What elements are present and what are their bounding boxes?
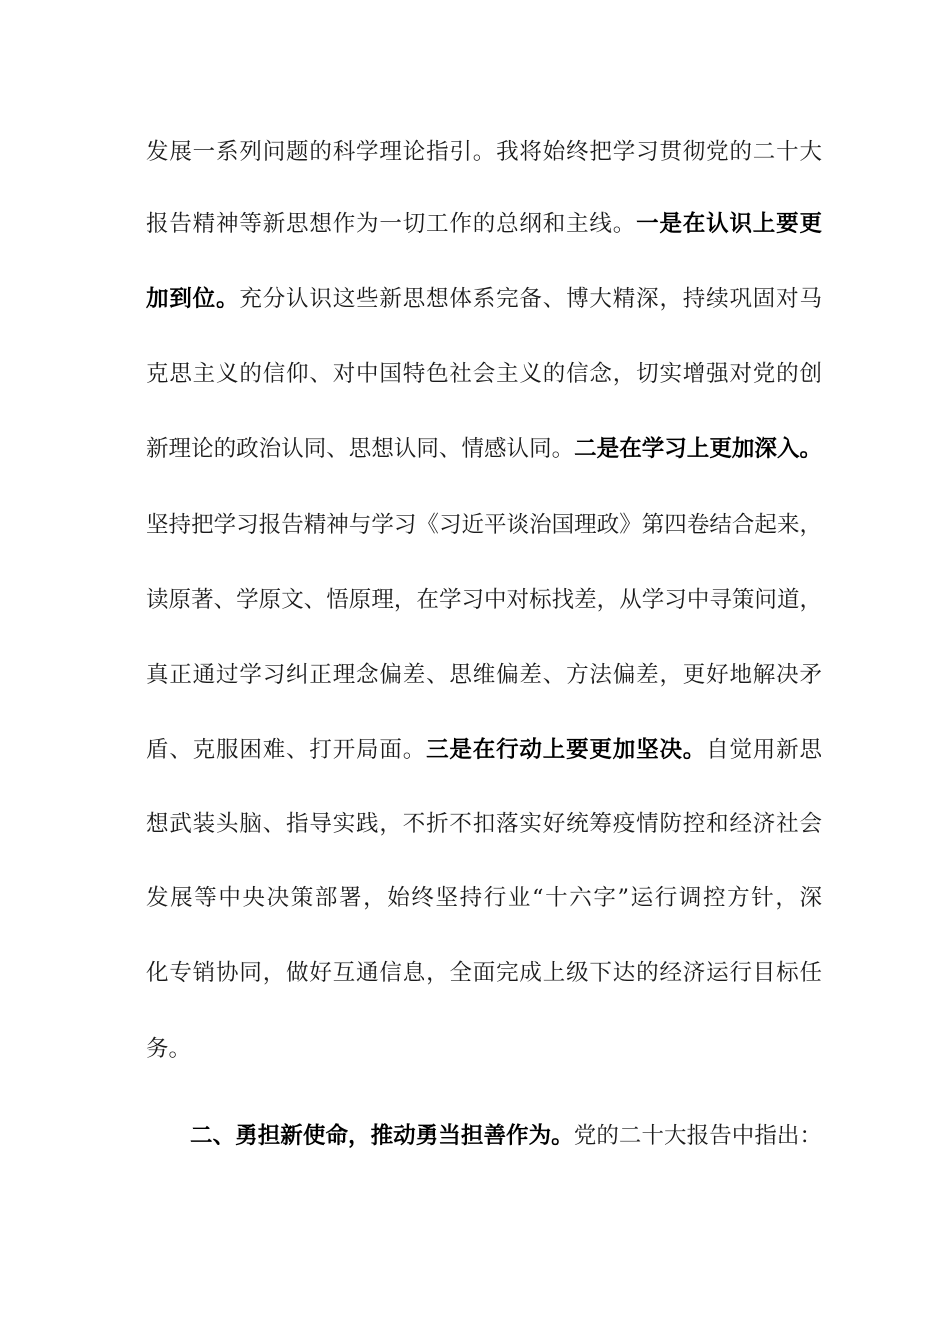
text-segment: 化专销协同，做好互通信息，全面完成上级下达的经济运行目标任 bbox=[146, 960, 822, 986]
text-line bbox=[146, 660, 822, 690]
text-segment: 盾、克服困难、打开局面。 bbox=[146, 737, 427, 763]
text-segment: 新理论的政治认同、思想认同、情感认同。 bbox=[146, 436, 575, 462]
text-line bbox=[146, 510, 822, 540]
text-segment: 读原著、学原文、悟原理，在学习中对标找差，从学习中寻策问道， bbox=[146, 587, 822, 613]
section-heading-line bbox=[190, 1121, 822, 1151]
text-line bbox=[146, 209, 822, 239]
text-line bbox=[146, 434, 822, 464]
text-segment: 务。 bbox=[146, 1036, 192, 1062]
bold-text-segment: 三是在行动上要更加坚决。 bbox=[426, 737, 707, 763]
bold-text-segment: 一是在认识上要更 bbox=[636, 211, 822, 237]
text-segment: 自觉用新思 bbox=[706, 737, 822, 763]
text-line bbox=[146, 883, 822, 913]
text-line bbox=[146, 585, 822, 615]
text-line bbox=[146, 958, 822, 988]
text-segment: 想武装头脑、指导实践，不折不扣落实好统筹疫情防控和经济社会 bbox=[146, 811, 822, 837]
text-line bbox=[146, 137, 822, 167]
text-segment: 发展一系列问题的科学理论指引。我将始终把学习贯彻党的二十大 bbox=[146, 139, 822, 165]
bold-text-segment: 二是在学习上更加深入。 bbox=[574, 436, 822, 462]
text-segment: 党的二十大报告中指出： bbox=[573, 1123, 822, 1149]
text-segment: 克思主义的信仰、对中国特色社会主义的信念，切实增强对党的创 bbox=[146, 361, 822, 387]
text-segment: 充分认识这些新思想体系完备、博大精深，持续巩固对马 bbox=[239, 286, 822, 312]
bold-text-segment: 加到位。 bbox=[146, 286, 240, 312]
text-line bbox=[146, 284, 822, 314]
text-line bbox=[146, 735, 822, 765]
section-heading: 二、勇担新使命，推动勇当担善作为。 bbox=[190, 1123, 574, 1149]
text-line bbox=[146, 809, 822, 839]
text-segment: 真正通过学习纠正理念偏差、思维偏差、方法偏差，更好地解决矛 bbox=[146, 662, 822, 688]
text-line bbox=[146, 359, 822, 389]
text-segment: 坚持把学习报告精神与学习《习近平谈治国理政》第四卷结合起来， bbox=[146, 512, 822, 538]
text-line bbox=[146, 1034, 822, 1064]
text-segment: 报告精神等新思想作为一切工作的总纲和主线。 bbox=[146, 211, 637, 237]
text-segment: 发展等中央决策部署，始终坚持行业“十六字”运行调控方针，深 bbox=[146, 885, 822, 911]
